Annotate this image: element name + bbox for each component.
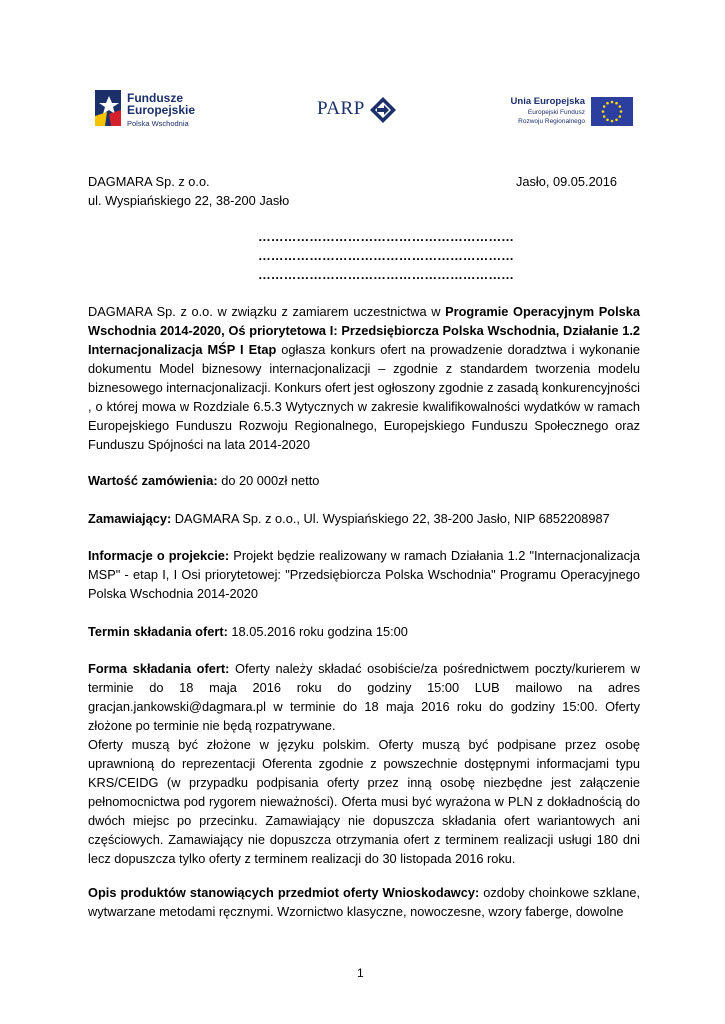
- intro-paragraph: [88, 302, 640, 454]
- fe-line3: Polska Wschodnia: [127, 119, 189, 128]
- intro-program-name: Programie Operacyjnym Polska Wschodnia 2014-2020, Oś priorytetowa I: Przedsiębiorcza Polska Wschodnia, Działanie 1.2 Internacjonalizacja MŚP I Etap: [88, 304, 640, 357]
- ue-line2: Europejski Fundusz: [527, 109, 585, 116]
- deadline: [88, 622, 640, 641]
- recipient-line-3: ……………………………………………………: [258, 267, 514, 282]
- sender-block: [88, 172, 289, 210]
- order-value: [88, 471, 640, 490]
- products-description: [88, 883, 640, 921]
- sender-address: ul. Wyspiańskiego 22, 38-200 Jasło: [88, 193, 290, 208]
- deadline-text: 18.05.2016 roku godzina 15:00: [227, 624, 408, 639]
- document-date: Jasło, 09.05.2016: [516, 174, 618, 189]
- unia-europejska-logo: [510, 95, 635, 129]
- orderer-label: Zamawiający:: [88, 511, 172, 526]
- intro-part1: DAGMARA Sp. z o.o. w związku z zamiarem uczestnictwa w: [88, 304, 446, 319]
- page-number: 1: [357, 966, 364, 980]
- fe-star-icon: [95, 88, 125, 128]
- order-value-label: Wartość zamówienia:: [88, 473, 218, 488]
- submission-requirements: Oferty muszą być złożone w języku polskim. Oferty muszą być podpisane przez osobę uprawnioną do reprezentacji Oferenta zgodnie z powszechnie dostępnymi informacjami typu KRS/CEIDG (w przypadku podpisania oferty przez inną osobę niezbędne jest załączenie pełnomocnictwa pod rygorem nieważności). Oferta musi być wyrażona w PLN z dokładnością do dwóch miejsc po przecinku. Zamawiający nie dopuszcza składania ofert wariantowych ani częściowych. Zamawiający nie dopuszcza otrzymania ofert z terminem realizacji usługi 180 dni lecz dopuszcza tylko oferty z terminem realizacji do 30 listopada 2016 roku.: [88, 737, 640, 866]
- products-label: Opis produktów stanowiących przedmiot oferty Wnioskodawcy:: [88, 885, 480, 900]
- submission-form-text1: Oferty należy składać osobiście/za pośrednictwem poczty/kurierem w terminie do 18 maja 2016 roku do godziny 15:00 LUB mailowo na adres gracjan.jankowski@dagmara.pl w terminie do 18 maja 2016 roku do godziny 15:00. Oferty złożone po terminie nie będą rozpatrywane.: [88, 661, 640, 733]
- ue-line3: Rozwoju Regionalnego: [518, 118, 585, 125]
- ue-line1: Unia Europejska: [510, 96, 585, 107]
- recipient-line-2: ……………………………………………………: [258, 248, 514, 263]
- submission-form-label: Forma składania ofert:: [88, 661, 230, 676]
- project-info-text: Projekt będzie realizowany w ramach Działania 1.2 "Internacjonalizacja MSP" - etap I, I Osi priorytetowej: "Przedsiębiorcza Polska Wschodnia" Programu Operacyjnego Polska Wschodnia 2014-2020: [88, 548, 640, 601]
- fe-line2: Europejskie: [127, 103, 196, 117]
- products-text: ozdoby choinkowe szklane, wytwarzane metodami ręcznymi. Wzornictwo klasyczne, nowoczesne, wzory faberge, dowolne: [88, 885, 641, 919]
- recipient-line-1: ……………………………………………………: [258, 229, 514, 244]
- intro-part2: ogłasza konkurs ofert na prowadzenie doradztwa i wykonanie dokumentu Model biznesowy internacjonalizacji – zgodnie z standardem tworzenia modelu biznesowego internacjonalizacji. Konkurs ofert jest ogłoszony zgodnie z zasadą konkurencyjności , o której mowa w Rozdziale 6.5.3 Wytycznych w zakresie kwalifikowalności wydatków w ramach Europejskiego Funduszu Rozwoju Regionalnego, Europejskiego Funduszu Społecznego oraz Funduszu Spójności na lata 2014-2020: [88, 342, 640, 452]
- deadline-label: Termin składania ofert:: [88, 624, 228, 639]
- sender-name: DAGMARA Sp. z o.o.: [88, 174, 210, 189]
- project-info: [88, 546, 640, 603]
- orderer-text: DAGMARA Sp. z o.o., Ul. Wyspiańskiego 22, 38-200 Jasło, NIP 6852208987: [171, 511, 610, 526]
- parp-arrows-icon: [369, 96, 397, 124]
- orderer: [88, 509, 640, 528]
- fe-line1: Fundusze: [127, 91, 183, 105]
- parp-text: PARP: [317, 98, 365, 119]
- order-value-text: do 20 000zł netto: [217, 473, 320, 488]
- submission-form: [88, 659, 640, 735]
- project-info-label: Informacje o projekcie:: [88, 548, 230, 563]
- eu-flag-icon: [591, 97, 633, 126]
- fundusze-europejskie-logo: [95, 88, 205, 132]
